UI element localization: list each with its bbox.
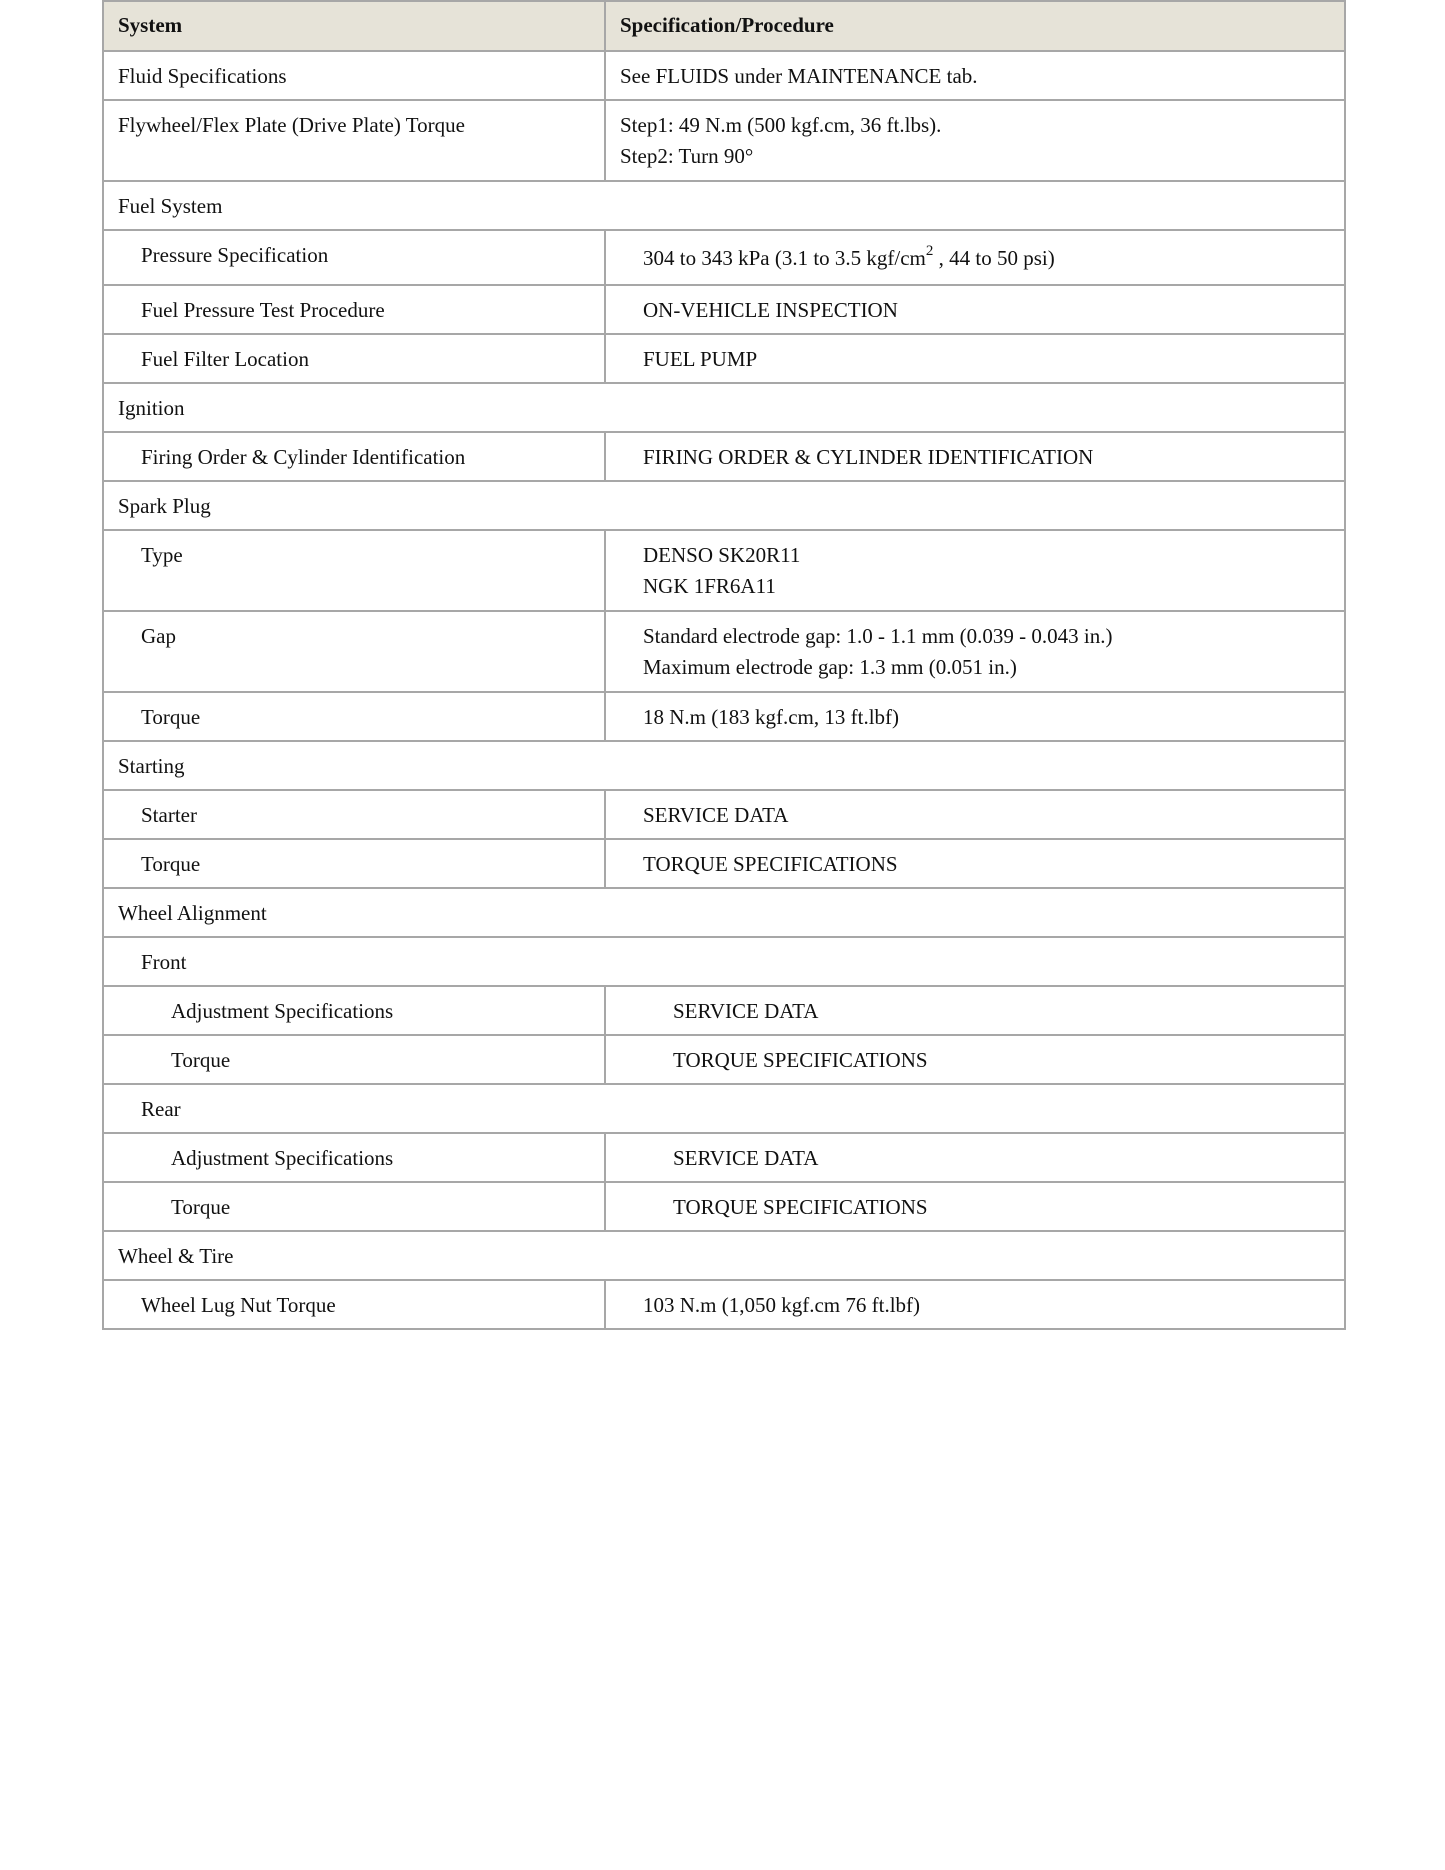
row-value xyxy=(605,230,1345,285)
subsection-label: Rear xyxy=(103,1084,1345,1133)
table-row xyxy=(103,611,1345,692)
row-value: TORQUE SPECIFICATIONS xyxy=(605,1182,1345,1231)
table-row xyxy=(103,334,1345,383)
section-row xyxy=(103,1231,1345,1280)
value-line: Maximum electrode gap: 1.3 mm (0.051 in.) xyxy=(643,655,1017,679)
row-label: Fluid Specifications xyxy=(103,51,605,100)
header-system: System xyxy=(103,1,605,51)
row-value: SERVICE DATA xyxy=(605,1133,1345,1182)
table-row xyxy=(103,839,1345,888)
table-header-row xyxy=(103,1,1345,51)
subsection-label: Front xyxy=(103,937,1345,986)
section-label: Wheel & Tire xyxy=(103,1231,1345,1280)
value-line: Standard electrode gap: 1.0 - 1.1 mm (0.039 - 0.043 in.) xyxy=(643,624,1113,648)
row-label: Torque xyxy=(103,1035,605,1084)
row-value: 103 N.m (1,050 kgf.cm 76 ft.lbf) xyxy=(605,1280,1345,1329)
table-row xyxy=(103,285,1345,334)
row-value xyxy=(605,100,1345,181)
row-value xyxy=(605,611,1345,692)
table-row xyxy=(103,1280,1345,1329)
row-value: 18 N.m (183 kgf.cm, 13 ft.lbf) xyxy=(605,692,1345,741)
row-value: FUEL PUMP xyxy=(605,334,1345,383)
value-line: NGK 1FR6A11 xyxy=(643,574,776,598)
table-row xyxy=(103,100,1345,181)
row-label: Adjustment Specifications xyxy=(103,1133,605,1182)
row-label: Wheel Lug Nut Torque xyxy=(103,1280,605,1329)
section-row xyxy=(103,888,1345,937)
superscript: 2 xyxy=(925,243,934,259)
row-value xyxy=(605,530,1345,611)
table-row xyxy=(103,530,1345,611)
table-row xyxy=(103,1182,1345,1231)
row-label: Fuel Filter Location xyxy=(103,334,605,383)
section-row xyxy=(103,1084,1345,1133)
row-label: Torque xyxy=(103,839,605,888)
specification-table xyxy=(102,0,1346,1330)
row-label: Pressure Specification xyxy=(103,230,605,285)
row-label: Starter xyxy=(103,790,605,839)
header-specification: Specification/Procedure xyxy=(605,1,1345,51)
row-label: Firing Order & Cylinder Identification xyxy=(103,432,605,481)
row-label: Gap xyxy=(103,611,605,692)
section-row xyxy=(103,481,1345,530)
table-row xyxy=(103,230,1345,285)
value-text: 304 to 343 kPa (3.1 to 3.5 kgf/cm xyxy=(643,246,926,270)
section-label: Spark Plug xyxy=(103,481,1345,530)
value-line: DENSO SK20R11 xyxy=(643,543,801,567)
row-value: See FLUIDS under MAINTENANCE tab. xyxy=(605,51,1345,100)
table-row xyxy=(103,51,1345,100)
section-label: Wheel Alignment xyxy=(103,888,1345,937)
section-row xyxy=(103,383,1345,432)
value-text: , 44 to 50 psi) xyxy=(933,246,1055,270)
table-row xyxy=(103,1133,1345,1182)
table-row xyxy=(103,432,1345,481)
row-label: Adjustment Specifications xyxy=(103,986,605,1035)
row-label: Type xyxy=(103,530,605,611)
section-label: Fuel System xyxy=(103,181,1345,230)
row-value: TORQUE SPECIFICATIONS xyxy=(605,839,1345,888)
row-label: Torque xyxy=(103,1182,605,1231)
row-value: FIRING ORDER & CYLINDER IDENTIFICATION xyxy=(605,432,1345,481)
table-row xyxy=(103,986,1345,1035)
section-label: Ignition xyxy=(103,383,1345,432)
row-value: SERVICE DATA xyxy=(605,986,1345,1035)
section-label: Starting xyxy=(103,741,1345,790)
row-value: TORQUE SPECIFICATIONS xyxy=(605,1035,1345,1084)
table-row xyxy=(103,1035,1345,1084)
row-value: SERVICE DATA xyxy=(605,790,1345,839)
section-row xyxy=(103,741,1345,790)
row-label: Torque xyxy=(103,692,605,741)
table-row xyxy=(103,790,1345,839)
row-value: ON-VEHICLE INSPECTION xyxy=(605,285,1345,334)
section-row xyxy=(103,181,1345,230)
row-label: Fuel Pressure Test Procedure xyxy=(103,285,605,334)
value-line: Step2: Turn 90° xyxy=(620,144,754,168)
table-row xyxy=(103,692,1345,741)
section-row xyxy=(103,937,1345,986)
row-label: Flywheel/Flex Plate (Drive Plate) Torque xyxy=(103,100,605,181)
value-line: Step1: 49 N.m (500 kgf.cm, 36 ft.lbs). xyxy=(620,113,942,137)
